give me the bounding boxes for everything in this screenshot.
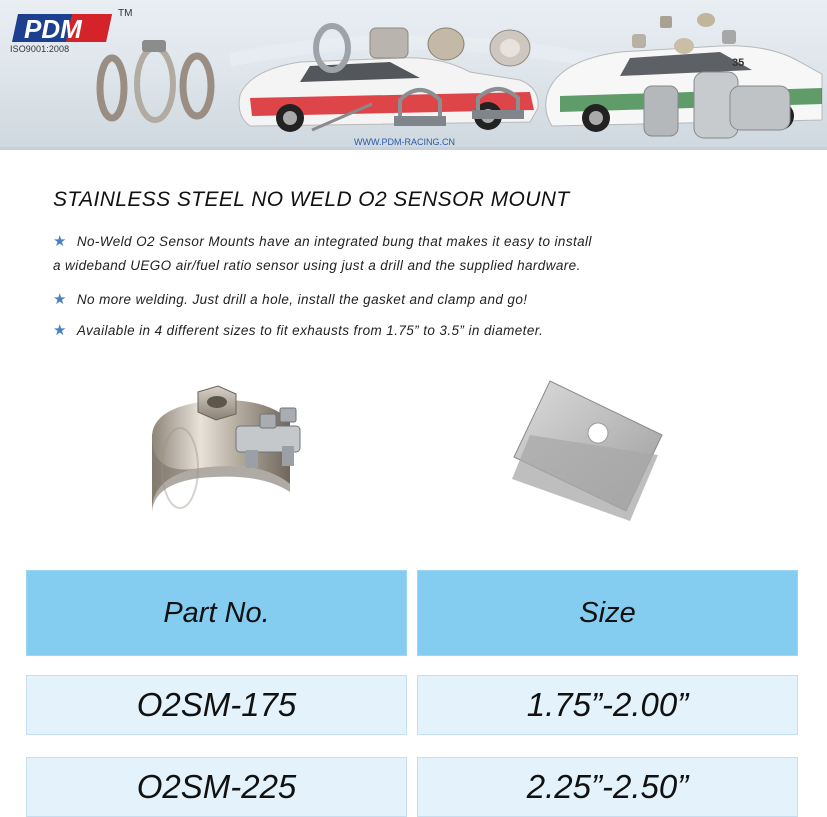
- website-url[interactable]: WWW.PDM-RACING.CN: [354, 137, 455, 147]
- feature-bullet-3: [53, 319, 543, 343]
- gasket-plate-image: [510, 375, 665, 525]
- star-icon: ★: [53, 291, 67, 308]
- pdm-logo: [12, 8, 122, 48]
- table-header-size: Size: [417, 570, 798, 656]
- header-banner: [0, 0, 827, 150]
- feature-bullet-2: [53, 288, 527, 312]
- banner-background-art: [0, 0, 827, 150]
- star-icon: ★: [53, 233, 67, 250]
- trademark-symbol: TM: [118, 8, 133, 19]
- banner-divider: [0, 147, 827, 150]
- svg-text:35: 35: [732, 57, 745, 69]
- vband-clamp-image: [100, 40, 211, 120]
- feature-bullet-1: [53, 230, 592, 254]
- table-cell-part-no-row-2: O2SM-225: [26, 757, 407, 817]
- race-car-left-image: [239, 58, 538, 132]
- feature-bullet-1-text: No-Weld O2 Sensor Mounts have an integrated bung that makes it easy to install: [76, 234, 592, 249]
- feature-bullet-1-continuation: a wideband UEGO air/fuel ratio sensor using just a drill and the supplied hardware.: [53, 258, 581, 273]
- svg-text:PDM: PDM: [24, 14, 82, 44]
- product-title: STAINLESS STEEL NO WELD O2 SENSOR MOUNT: [53, 188, 570, 211]
- table-cell-part-no-row-1: O2SM-175: [26, 675, 407, 735]
- iso-certification: ISO9001:2008: [10, 44, 70, 54]
- table-cell-size-row-2: 2.25”-2.50”: [417, 757, 798, 817]
- feature-bullet-3-text: Available in 4 different sizes to fit exhausts from 1.75” to 3.5” in diameter.: [76, 323, 544, 338]
- feature-bullet-2-text: No more welding. Just drill a hole, install the gasket and clamp and go!: [76, 292, 528, 307]
- star-icon: ★: [53, 322, 67, 339]
- table-cell-size-row-1: 1.75”-2.00”: [417, 675, 798, 735]
- table-header-part-no: Part No.: [26, 570, 407, 656]
- o2-sensor-mount-clamp-image: [140, 380, 320, 530]
